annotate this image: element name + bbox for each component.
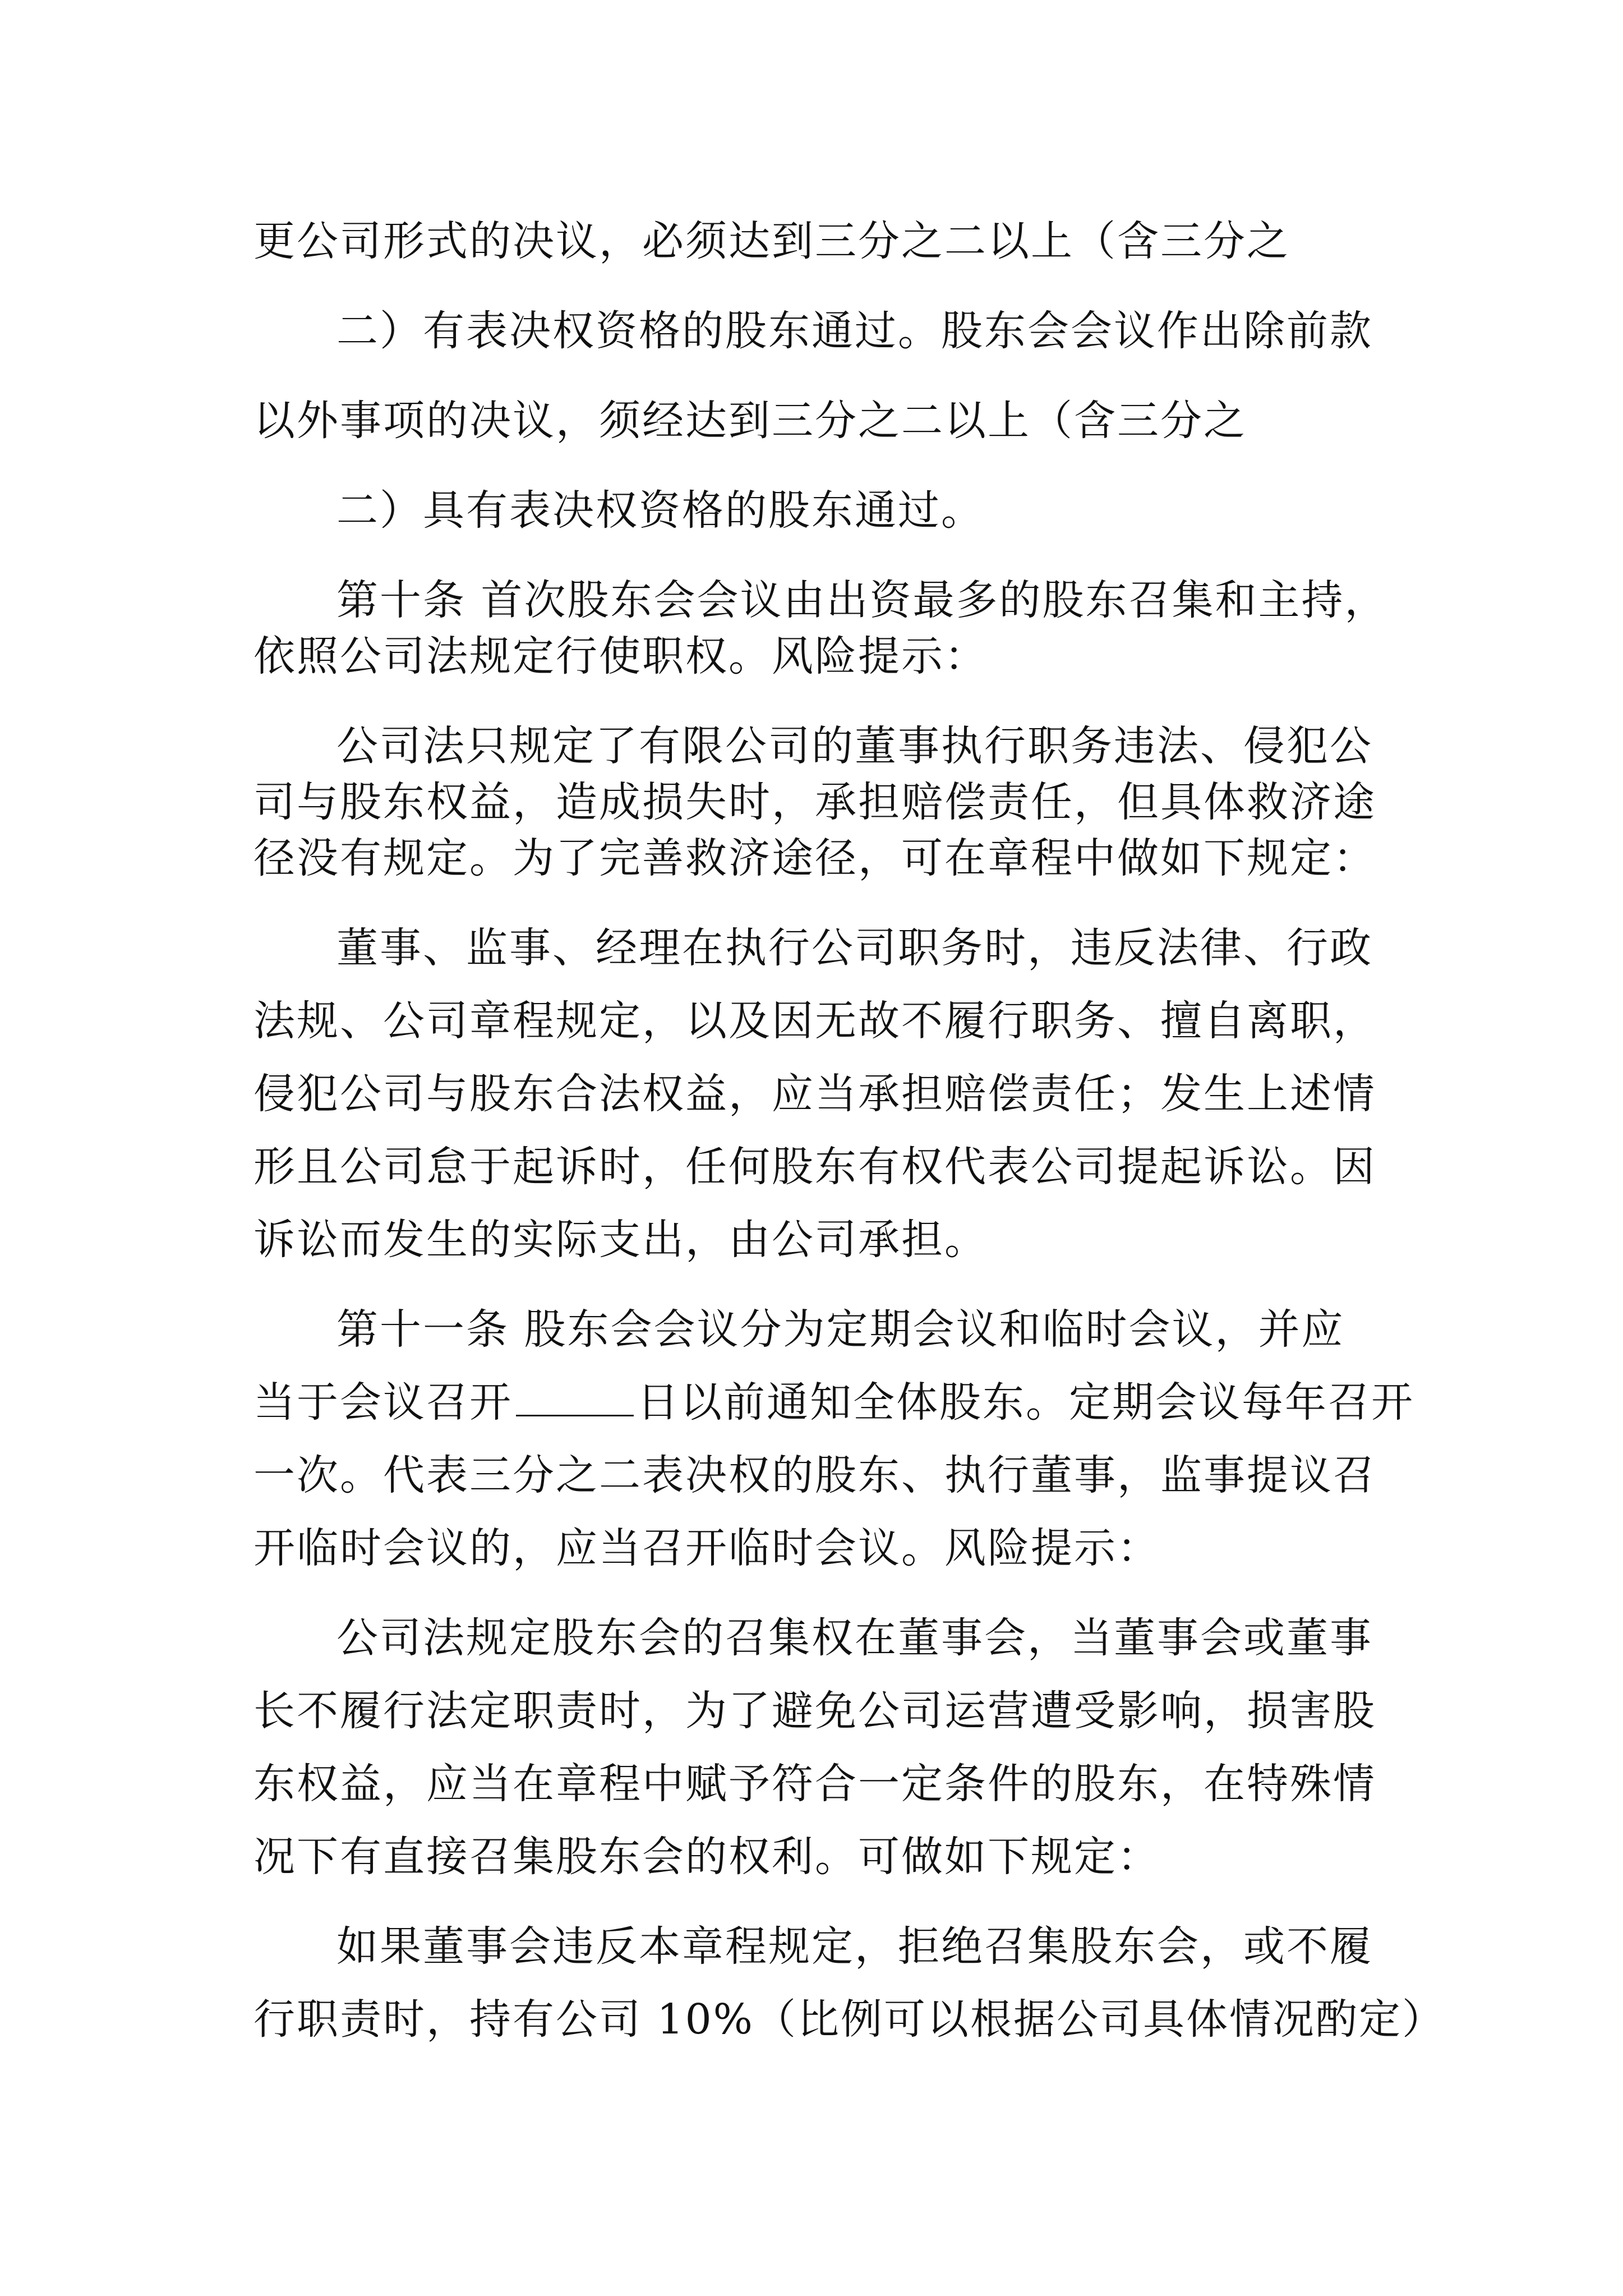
text-line: 况下有直接召集股东会的权利。可做如下规定： bbox=[253, 1833, 1160, 1881]
text-line: 侵犯公司与股东合法权益，应当承担赔偿责任；发生上述情 bbox=[253, 1070, 1376, 1118]
text-line: 形且公司怠于起诉时，任何股东有权代表公司提起诉讼。因 bbox=[253, 1143, 1376, 1191]
text-line: 公司法只规定了有限公司的董事执行职务违法、侵犯公 bbox=[336, 722, 1373, 770]
text-segment: 日以前通知全体股东。定期会议每年召开 bbox=[637, 1378, 1414, 1427]
text-segment: 当于会议召开 bbox=[253, 1378, 513, 1427]
text-line: 更公司形式的决议，必须达到三分之二以上（含三分之 bbox=[253, 217, 1290, 265]
text-line: 司与股东权益，造成损失时，承担赔偿责任，但具体救济途 bbox=[253, 778, 1376, 826]
text-line: 如果董事会违反本章程规定，拒绝召集股东会，或不履 bbox=[336, 1922, 1373, 1971]
text-line: 诉讼而发生的实际支出，由公司承担。 bbox=[253, 1216, 988, 1264]
text-line: 一次。代表三分之二表决权的股东、执行董事，监事提议召 bbox=[253, 1451, 1376, 1499]
text-line: 依照公司法规定行使职权。风险提示： bbox=[253, 632, 988, 680]
text-line: 公司法规定股东会的召集权在董事会，当董事会或董事 bbox=[336, 1614, 1373, 1662]
article-10-heading-line: 第十条 首次股东会会议由出资最多的股东召集和主持， bbox=[336, 576, 1388, 624]
text-line: 长不履行法定职责时，为了避免公司运营遭受影响，损害股 bbox=[253, 1687, 1376, 1735]
article-11-heading-line: 第十一条 股东会会议分为定期会议和临时会议，并应 bbox=[336, 1305, 1345, 1354]
text-line: 董事、监事、经理在执行公司职务时，违反法律、行政 bbox=[336, 924, 1373, 972]
text-line: 行职责时，持有公司 10%（比例可以根据公司具体情况酌定） bbox=[253, 1995, 1445, 2044]
fill-in-blank bbox=[516, 1379, 634, 1416]
text-line: 二）具有表决权资格的股东通过。 bbox=[336, 486, 984, 535]
text-line: 开临时会议的，应当召开临时会议。风险提示： bbox=[253, 1524, 1160, 1572]
text-line: 东权益，应当在章程中赋予符合一定条件的股东，在特殊情 bbox=[253, 1760, 1376, 1808]
text-line: 二）有表决权资格的股东通过。股东会会议作出除前款 bbox=[336, 307, 1373, 355]
text-line-with-blank bbox=[253, 1374, 1414, 1430]
text-line: 以外事项的决议，须经达到三分之二以上（含三分之 bbox=[253, 397, 1247, 445]
text-line: 法规、公司章程规定，以及因无故不履行职务、擅自离职， bbox=[253, 997, 1376, 1045]
text-line: 径没有规定。为了完善救济途径，可在章程中做如下规定： bbox=[253, 834, 1376, 882]
